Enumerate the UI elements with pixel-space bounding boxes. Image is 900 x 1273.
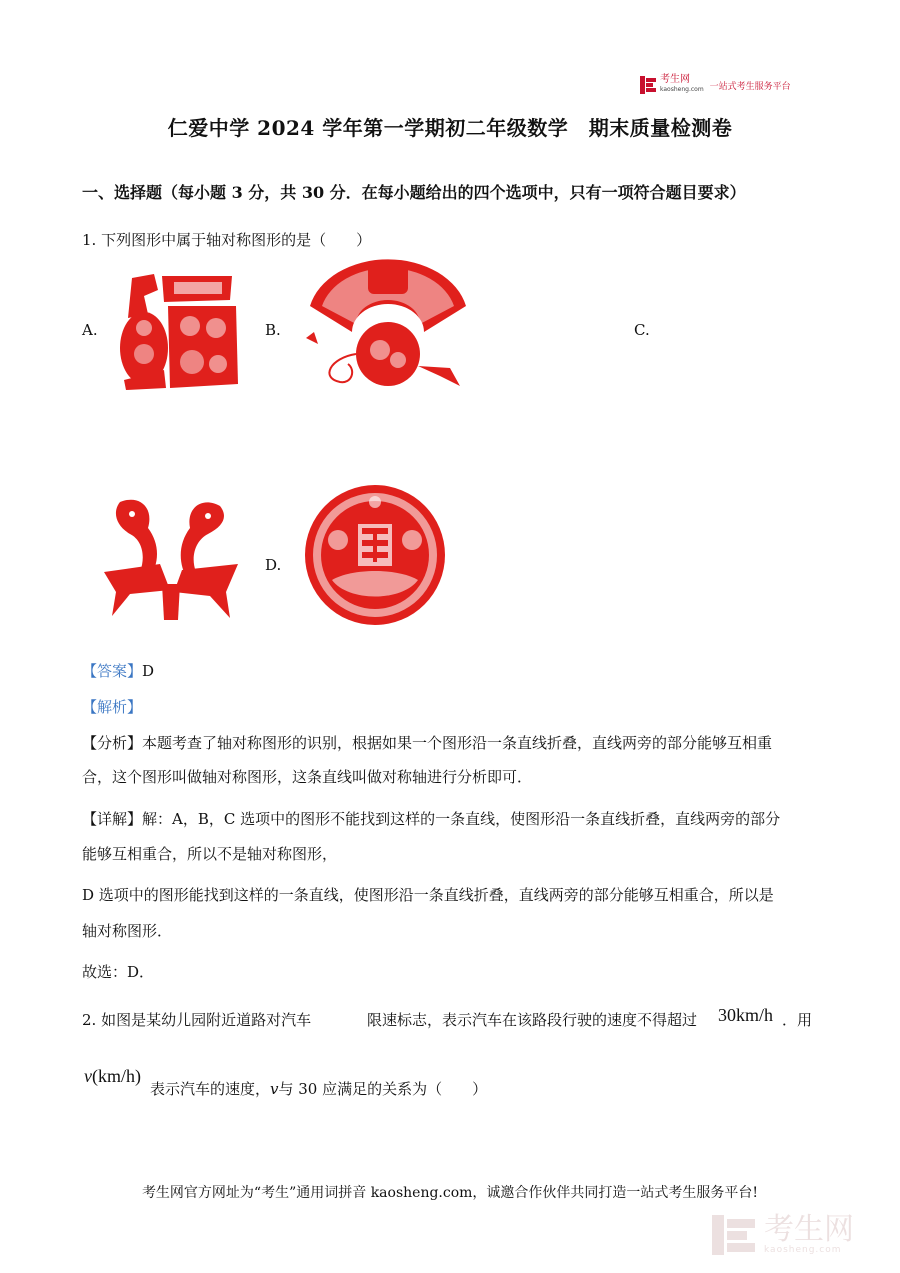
brand-logo-icon: [640, 76, 656, 94]
watermark: [712, 1212, 882, 1258]
conclusion: 故选：D．: [82, 963, 155, 981]
watermark-name: 考生网: [764, 1212, 854, 1247]
q2-variable: [84, 1066, 141, 1087]
answer-line: [82, 660, 154, 682]
q2-line1-part-a: 2. 如图是某幼儿园附近道路对汽车: [82, 1011, 312, 1029]
brand-name: 考生网: [660, 74, 690, 85]
option-c-papercut-image: [100, 494, 242, 622]
option-a-label: A.: [82, 321, 98, 339]
xiangjie-line-1: [82, 808, 780, 830]
xiangjie-text-1: 解：A，B，C 选项中的图形不能找到这样的一条直线，使图形沿一条直线折叠，直线两旁的部分: [142, 810, 781, 828]
q2-v: v: [84, 1066, 92, 1086]
fenxi-tag: 【分析】: [82, 734, 143, 752]
page-title: 仁爱中学 2024 学年第一学期初二年级数学 期末质量检测卷: [167, 116, 733, 140]
answer-tag: 【答案】: [82, 662, 143, 680]
analysis-tag: 【解析】: [82, 698, 143, 716]
xiangjie-line-4: 轴对称图形．: [82, 922, 173, 940]
q1-stem: 1. 下列图形中属于轴对称图形的是（ ）: [82, 231, 372, 249]
section-heading: 一、选择题（每小题 3 分，共 30 分．在每小题给出的四个选项中，只有一项符合题目要求）: [82, 183, 746, 202]
q2-speed: 30km/h: [718, 1005, 774, 1025]
answer-value: D: [142, 662, 155, 680]
fenxi-line-2: 合，这个图形叫做轴对称图形，这条直线叫做对称轴进行分析即可．: [82, 768, 533, 786]
brand-slogan: 一站式考生服务平台: [709, 81, 791, 92]
fenxi-text-1: 本题考查了轴对称图形的识别，根据如果一个图形沿一条直线折叠，直线两旁的部分能够互相重: [142, 734, 773, 752]
q2-line1-part-c: ．用: [782, 1011, 813, 1029]
xiangjie-tag: 【详解】: [82, 810, 143, 828]
xiangjie-line-2: 能够互相重合，所以不是轴对称图形，: [82, 845, 338, 863]
q2-line2-text: 表示汽车的速度，: [150, 1080, 271, 1098]
watermark-url: kaosheng.com: [764, 1245, 842, 1255]
q2-line2: [150, 1078, 487, 1100]
option-b-papercut-image: [300, 258, 472, 388]
watermark-logo-icon: [712, 1213, 756, 1257]
option-b-label: B.: [265, 321, 281, 339]
footer-text: 考生网官方网址为“考生”通用词拼音 kaosheng.com，诚邀合作伙伴共同打造一站式考生服务平台!: [141, 1185, 759, 1201]
q2-line1-part-b: 限速标志，表示汽车在该路段行驶的速度不得超过: [367, 1011, 698, 1029]
q2-line2-v: v: [270, 1080, 279, 1098]
option-d-papercut-image: [302, 484, 448, 626]
xiangjie-line-3: D 选项中的图形能找到这样的一条直线，使图形沿一条直线折叠，直线两旁的部分能够互相重合，所以是: [82, 886, 774, 904]
fenxi-line-1: [82, 732, 772, 754]
q2-v-unit: (km/h): [92, 1066, 141, 1086]
option-a-papercut-image: [114, 270, 240, 392]
brand-url: kaosheng.com: [660, 86, 704, 93]
option-c-label: C.: [634, 321, 650, 339]
q2-line2-text-b: 与 30 应满足的关系为（ ）: [278, 1080, 488, 1098]
brand-logo: [640, 73, 810, 97]
option-d-label: D.: [265, 556, 282, 574]
